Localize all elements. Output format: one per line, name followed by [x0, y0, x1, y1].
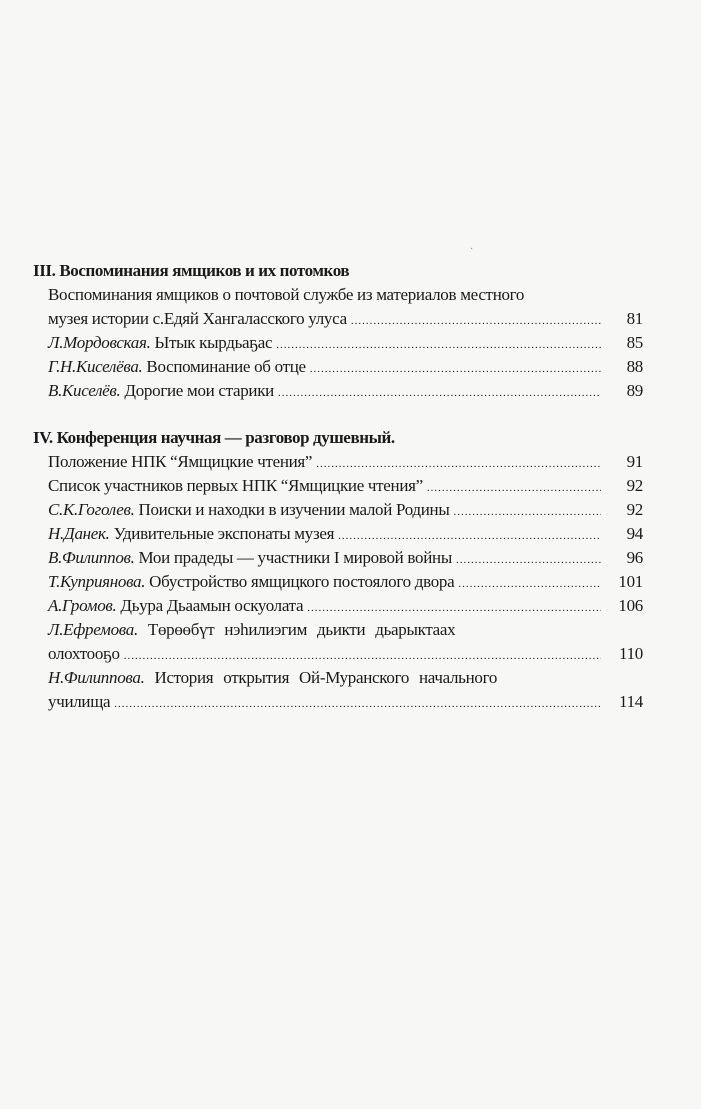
toc-entry: [33, 283, 643, 331]
entry-line: [48, 474, 643, 498]
dot-leader: [310, 359, 601, 379]
entry-title-part: Төрөөбүт нэһилиэгим дьикти дьарыктаах: [137, 620, 456, 639]
entry-text: [48, 642, 120, 666]
dot-leader: [458, 574, 601, 594]
entry-title: олохтооҕо: [48, 644, 120, 663]
toc-entry: [33, 355, 643, 379]
entry-author: Л.Ефремова.: [48, 620, 138, 639]
entry-title: Удивительные экспонаты музея: [109, 524, 335, 543]
entry-first-line: [48, 666, 643, 690]
entry-author: С.К.Гоголев.: [48, 500, 135, 519]
dot-leader: [316, 454, 601, 474]
entry-title: музея истории с.Едяй Хангаласского улуса: [48, 309, 347, 328]
entry-title: Положение НПК “Ямщицкие чтения”: [48, 452, 313, 471]
dot-leader: [338, 526, 601, 546]
dot-leader: [456, 550, 601, 570]
page-number: 88: [626, 357, 643, 376]
entry-title: училища: [48, 692, 111, 711]
entry-text: [48, 522, 334, 546]
dot-leader: [276, 335, 601, 355]
page-number: 114: [619, 692, 643, 711]
entry-title-part: Воспоминания ямщиков о почтовой службе из материалов местного: [48, 285, 525, 304]
table-of-contents: [33, 259, 643, 737]
entry-text: [48, 355, 306, 379]
dot-leader: [278, 383, 601, 403]
entry-title-part: История открытия Ой-Муранского начального: [144, 668, 498, 687]
entry-author: Т.Куприянова.: [48, 572, 146, 591]
page-number: 85: [626, 333, 643, 352]
entry-text: [48, 570, 454, 594]
dot-leader: [427, 478, 601, 498]
section-heading: IV. Конференция научная — разговор душевный.: [33, 428, 395, 447]
dot-leader: [351, 311, 601, 331]
page-number: 96: [626, 548, 643, 567]
page-number: 89: [626, 381, 643, 400]
page-number: 94: [626, 524, 643, 543]
entry-title: Обустройство ямщицкого постоялого двора: [145, 572, 455, 591]
entry-line: [48, 379, 643, 403]
entry-author: В.Киселёв.: [48, 381, 121, 400]
entry-line: [48, 690, 643, 714]
dot-leader: [453, 502, 601, 522]
entry-text: [48, 690, 110, 714]
entry-title: Ытык кырдьаҕас: [150, 333, 273, 352]
toc-entry: [33, 666, 643, 714]
toc-entry: [33, 450, 643, 474]
entry-line: [48, 450, 643, 474]
entry-author: Н.Данек.: [48, 524, 110, 543]
page-number: 106: [618, 596, 643, 615]
toc-entry: [33, 570, 643, 594]
entry-text: [48, 450, 312, 474]
toc-entry: [33, 331, 643, 355]
toc-entry: [33, 546, 643, 570]
toc-section: [33, 426, 643, 714]
entry-author: Н.Филиппова.: [48, 668, 145, 687]
entry-title: Дорогие мои старики: [120, 381, 274, 400]
dot-leader: [124, 646, 601, 666]
page-number: 110: [619, 644, 643, 663]
entry-first-line: [48, 283, 643, 307]
toc-section: [33, 259, 643, 403]
entry-text-first-line: [48, 618, 455, 642]
entry-author: А.Громов.: [48, 596, 117, 615]
entry-text: [48, 546, 452, 570]
entry-line: [48, 570, 643, 594]
entry-line: [48, 331, 643, 355]
toc-entry: [33, 379, 643, 403]
entry-title: Дьура Дьаамын оскуолата: [116, 596, 304, 615]
entry-first-line: [48, 618, 643, 642]
entry-text: [48, 307, 347, 331]
toc-entry: [33, 618, 643, 666]
toc-entry: [33, 474, 643, 498]
page-number: 91: [626, 452, 643, 471]
entry-line: [48, 307, 643, 331]
entry-line: [48, 498, 643, 522]
page-number: 92: [626, 500, 643, 519]
section-heading: III. Воспоминания ямщиков и их потомков: [33, 261, 350, 280]
entry-title: Воспоминание об отце: [142, 357, 306, 376]
toc-entry: [33, 498, 643, 522]
entry-line: [48, 355, 643, 379]
entry-line: [48, 546, 643, 570]
entry-title: Мои прадеды — участники I мировой войны: [134, 548, 452, 567]
toc-entry: [33, 522, 643, 546]
entry-text-first-line: [48, 666, 497, 690]
page-number: 81: [626, 309, 643, 328]
entry-text: [48, 594, 303, 618]
entry-line: [48, 522, 643, 546]
toc-entry: [33, 594, 643, 618]
entry-text: [48, 474, 423, 498]
entry-line: [48, 642, 643, 666]
entry-author: В.Филиппов.: [48, 548, 135, 567]
dot-leader: [114, 694, 601, 714]
page-number: 92: [626, 476, 643, 495]
entry-title: Список участников первых НПК “Ямщицкие чтения”: [48, 476, 423, 495]
entry-author: Г.Н.Киселёва.: [48, 357, 143, 376]
scan-speck: ·: [470, 244, 474, 255]
entry-author: Л.Мордовская.: [48, 333, 151, 352]
entry-title: Поиски и находки в изучении малой Родины: [134, 500, 450, 519]
entry-text: [48, 331, 272, 355]
entry-text: [48, 498, 449, 522]
entry-line: [48, 594, 643, 618]
entry-text-first-line: [48, 283, 524, 307]
dot-leader: [307, 598, 601, 618]
page-number: 101: [618, 572, 643, 591]
entry-text: [48, 379, 274, 403]
